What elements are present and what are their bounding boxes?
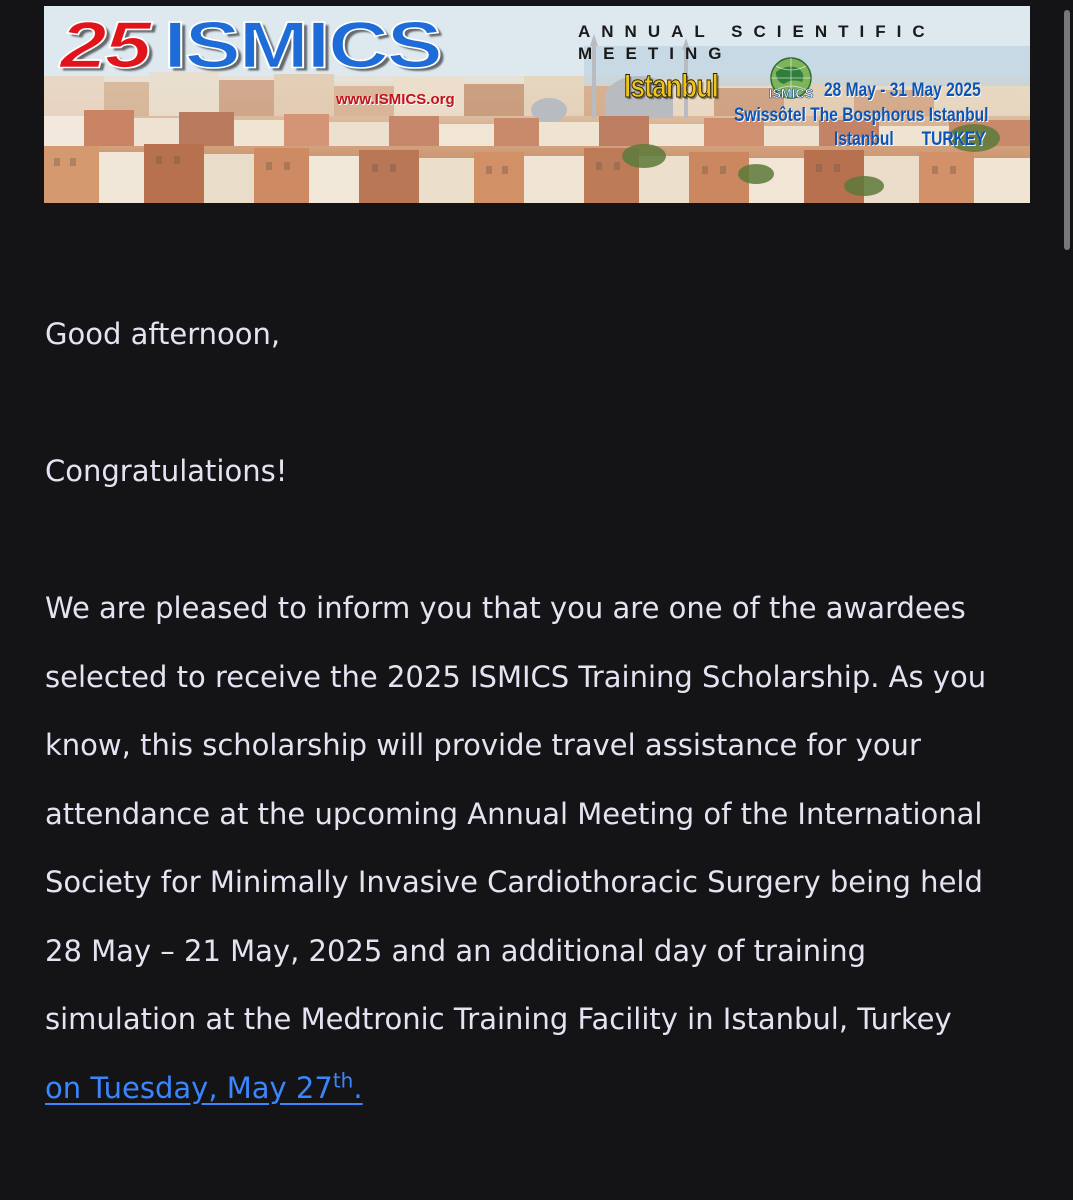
globe-label: ISMICS	[768, 86, 814, 101]
website-url: www.ISMICS.org	[336, 91, 455, 108]
event-city: Istanbul	[834, 129, 894, 150]
event-date-link-tail: .	[353, 1070, 363, 1105]
meeting-banner	[44, 6, 1030, 203]
email-paragraph	[45, 574, 995, 1122]
meeting-title-line2: MEETING	[578, 44, 733, 63]
event-dates: 28 May - 31 May 2025	[824, 80, 981, 101]
email-body	[45, 300, 995, 1122]
event-date-link[interactable]	[45, 1067, 363, 1105]
event-location	[834, 129, 986, 151]
host-city-title: Istanbul	[624, 68, 719, 104]
email-paragraph-text: We are pleased to inform you that you are one of the awardees selected to receive the 2025 ISMICS Training Scholarship. As you know, this scholarship will provide travel assistance for your attendance at the upcoming Annual Meeting of the International Society for Minimally Invasive Cardiothoracic Surgery being held 28 May – 21 May, 2025 and an additional day of training simulation at the Medtronic Training Facility in Istanbul, Turkey	[45, 591, 987, 1036]
meeting-title-line1: ANNUAL SCIENTIFIC	[578, 22, 936, 41]
scrollbar[interactable]	[1064, 10, 1070, 250]
event-date-link-text: on Tuesday, May 27	[45, 1070, 333, 1105]
event-date-link-sup: th	[332, 1067, 354, 1092]
email-greeting: Good afternoon,	[45, 317, 281, 351]
event-venue: Swissôtel The Bosphorus Istanbul	[734, 105, 989, 126]
ismics-globe-icon	[756, 54, 826, 112]
logo-number: 25	[60, 8, 150, 82]
event-country: TURKEY	[921, 129, 986, 150]
logo-brand: ISMICS	[163, 8, 441, 82]
ismics-25-logo	[60, 8, 441, 96]
email-congratulations: Congratulations!	[45, 454, 288, 488]
